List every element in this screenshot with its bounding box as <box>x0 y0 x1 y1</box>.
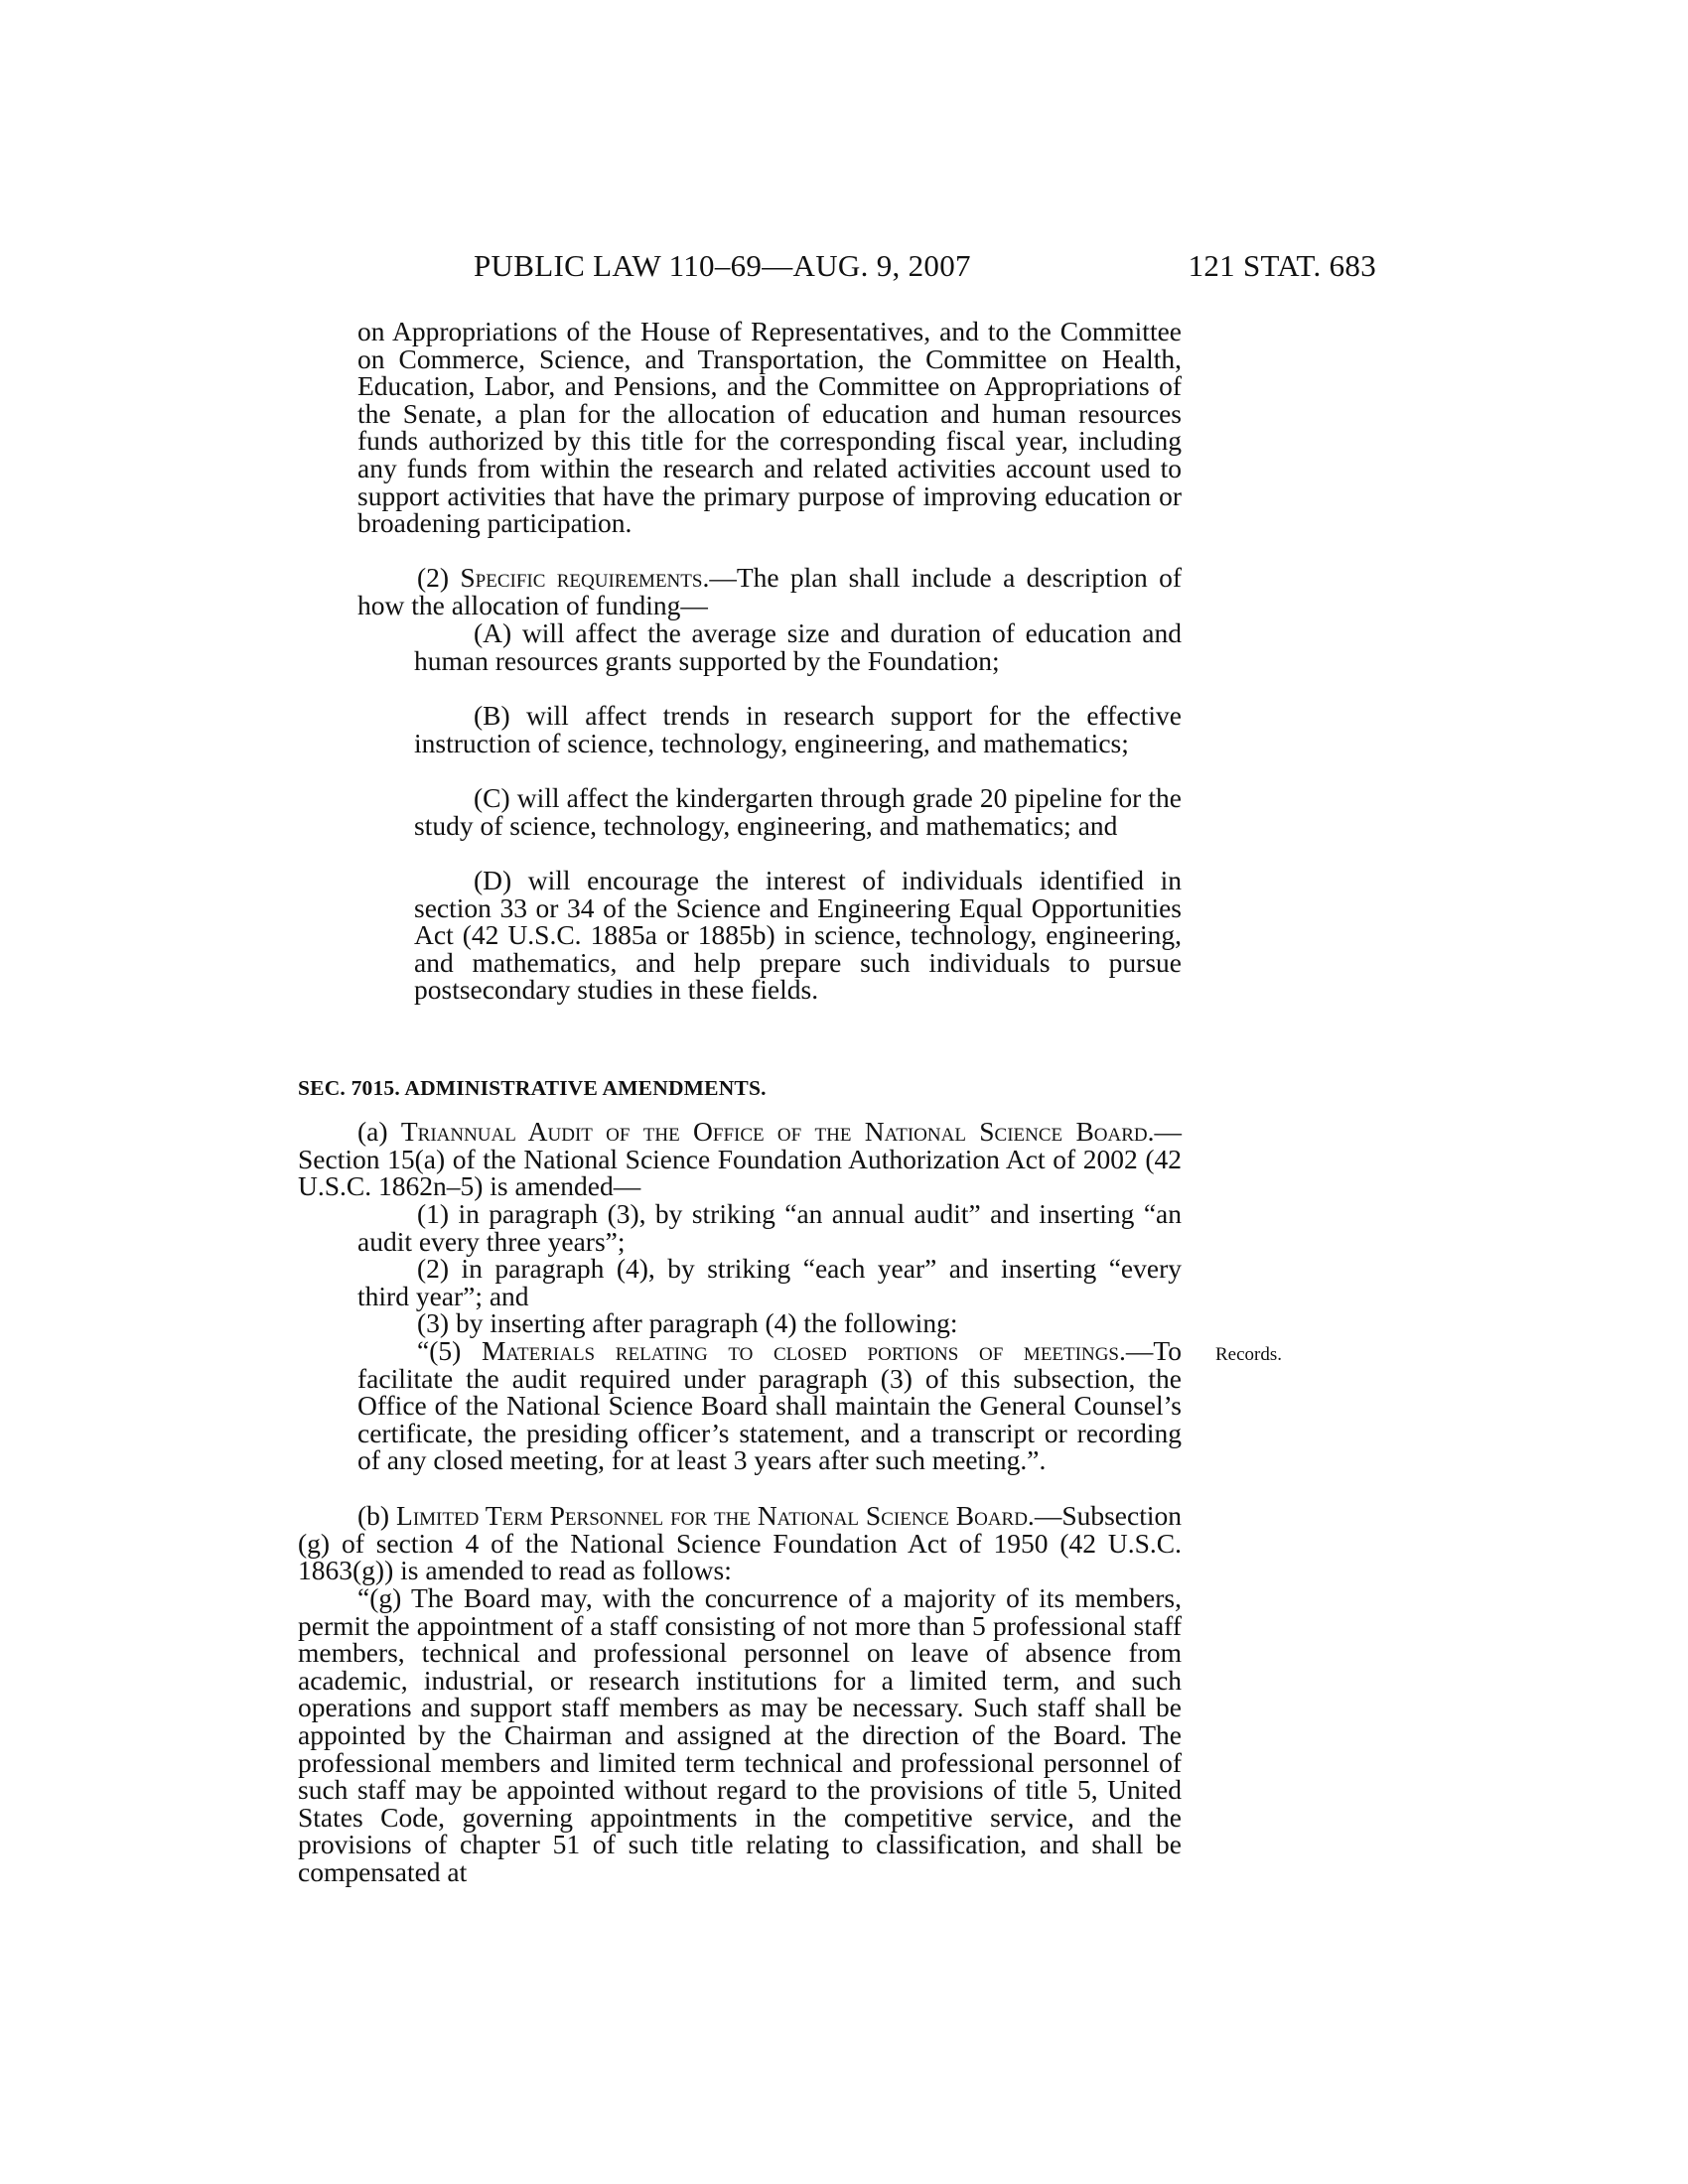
page-header <box>298 248 1376 288</box>
subparagraph-a <box>414 619 1182 674</box>
subparagraph-a-text: (A) will affect the average size and duration of education and human resources grants supported by the Foundation; <box>414 617 1182 676</box>
section-heading: SEC. 7015. ADMINISTRATIVE AMENDMENTS. <box>298 1076 767 1100</box>
subparagraph-b-text: (B) will affect trends in research support for the effective instruction of science, technology, engineering, and mathematics; <box>414 700 1182 758</box>
subsection-a-heading: Triannual Audit of the Office of the National Science Board. <box>400 1116 1155 1147</box>
quoted-subsection-g <box>298 1584 1182 1886</box>
amendment-2 <box>357 1255 1182 1309</box>
subsection-b-heading: Limited Term Personnel for the National Science Board. <box>396 1500 1035 1531</box>
paragraph-2-text: —The plan shall include a description of how the allocation of funding— <box>357 562 1182 620</box>
quoted-subsection-g-text: “(g) The Board may, with the concurrence of a majority of its members, permit the appointment of a staff consisting of not more than 5 professional staff members, technical and professional personnel on leave of absence from academic, industrial, or research institutions for a limited term, and such operations and support staff members as may be necessary. Such staff shall be appointed by the Chairman and assigned at the direction of the Board. The professional members and limited term technical and professional personnel of such staff may be appointed without regard to the provisions of title 5, United States Code, governing appointments in the competitive service, and the provisions of chapter 51 of such title relating to classification, and shall be compensated at <box>298 1582 1182 1887</box>
amendment-1-text: (1) in paragraph (3), by striking “an annual audit” and inserting “an audit every three years”; <box>357 1198 1182 1257</box>
subsection-a-text: —Section 15(a) of the National Science Foundation Authorization Act of 2002 (42 U.S.C. 1862n–5) is amended— <box>298 1116 1183 1202</box>
subparagraph-c-text: (C) will affect the kindergarten through grade 20 pipeline for the study of science, technology, engineering, and mathematics; and <box>414 782 1182 841</box>
quoted-paragraph-5-text: —To facilitate the audit required under paragraph (3) of this subsection, the Office of the National Science Board shall maintain the General Counsel’s certificate, the presiding officer’s statement, and a transcript or recording of any closed meeting, for at least 3 years after such meeting.”. <box>357 1335 1182 1476</box>
amendment-1 <box>357 1200 1182 1255</box>
subsection-a <box>298 1118 1182 1200</box>
subsection-a-number: (a) <box>357 1116 388 1147</box>
paragraph-2 <box>357 564 1182 618</box>
amendment-2-text: (2) in paragraph (4), by striking “each year” and inserting “every third year”; and <box>357 1253 1182 1311</box>
paragraph-intro-text: on Appropriations of the House of Representatives, and to the Committee on Commerce, Science, and Transportation, the Committee on Health, Education, Labor, and Pensions, and the Committee on Appropriations of the Senate, a plan for the allocation of education and human resources funds authorized by this title for the corresponding fiscal year, including any funds from within the research and related activities account used to support activities that have the primary purpose of improving education or broadening participation. <box>357 316 1182 539</box>
amendment-3-text: (3) by inserting after paragraph (4) the following: <box>417 1307 958 1338</box>
paragraph-2-heading: Specific requirements. <box>460 562 710 593</box>
subparagraph-c <box>414 784 1182 839</box>
page-title: PUBLIC LAW 110–69—AUG. 9, 2007 <box>474 248 971 283</box>
quoted-paragraph-5 <box>357 1337 1182 1474</box>
quoted-paragraph-5-heading: Materials relating to closed portions of meetings. <box>481 1335 1126 1366</box>
subsection-b-number: (b) <box>357 1500 390 1531</box>
quoted-paragraph-5-number: “(5) <box>417 1335 462 1366</box>
amendment-3 <box>357 1309 1182 1337</box>
subsection-b-text: —Subsection (g) of section 4 of the National Science Foundation Act of 1950 (42 U.S.C. 1863(g)) is amended to read as follows: <box>298 1500 1183 1586</box>
margin-note: Records. <box>1215 1344 1283 1365</box>
subsection-b <box>298 1502 1182 1584</box>
paragraph-intro <box>357 318 1182 537</box>
statute-page-number: 121 STAT. 683 <box>1188 248 1376 283</box>
paragraph-2-number: (2) <box>417 562 450 593</box>
subparagraph-b <box>414 702 1182 756</box>
subparagraph-d-text: (D) will encourage the interest of individuals identified in section 33 or 34 of the Science and Engineering Equal Opportunities Act (42 U.S.C. 1885a or 1885b) in science, technology, engineering, and mathematics, and help prepare such individuals to pursue postsecondary studies in these fields. <box>414 865 1182 1006</box>
section-7015 <box>298 1075 1183 1887</box>
subparagraph-d <box>414 867 1182 1004</box>
